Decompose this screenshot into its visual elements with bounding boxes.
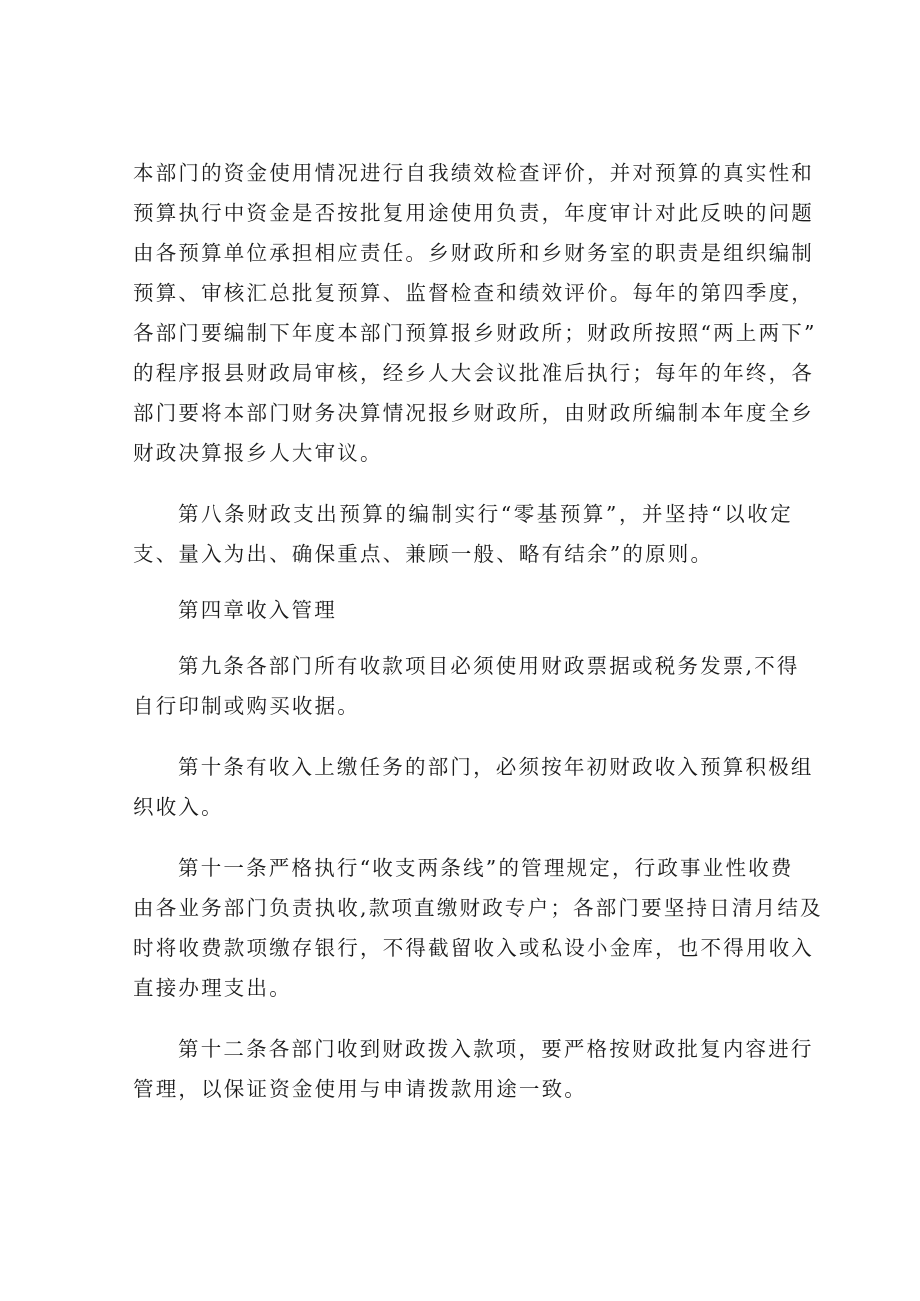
text-line: 第十二条各部门收到财政拨入款项，要严格按财政批复内容进行	[178, 1037, 814, 1061]
text-line: 预算执行中资金是否按批复用途使用负责，年度审计对此反映的问题	[133, 201, 814, 225]
text-line: 直接办理支出。	[133, 976, 292, 1000]
text-line: 第八条财政支出预算的编制实行“零基预算”，并坚持“以收定	[178, 502, 793, 526]
paragraph-article-11	[133, 848, 823, 1008]
paragraph-article-10	[133, 747, 814, 827]
text-line: 各部门要编制下年度本部门预算报乡财政所；财政所按照“两上两下”	[133, 321, 817, 345]
text-line: 由各业务部门负责执收,款项直缴财政专户；各部门要坚持日清月结及	[133, 896, 823, 920]
paragraph-article-12	[133, 1029, 814, 1109]
text-line: 时将收费款项缴存银行，不得截留收入或私设小金库，也不得用收入	[133, 936, 814, 960]
paragraph-budget-responsibility	[133, 153, 817, 473]
text-line: 自行印制或购买收据。	[133, 694, 360, 718]
text-line: 财政决算报乡人大审议。	[133, 441, 383, 465]
text-line: 预算、审核汇总批复预算、监督检查和绩效评价。每年的第四季度，	[133, 281, 814, 305]
chapter-heading	[133, 590, 793, 630]
text-line: 支、量入为出、确保重点、兼顾一般、略有结余”的原则。	[133, 542, 714, 566]
chapter-title: 第四章收入管理	[178, 598, 337, 622]
text-line: 部门要将本部门财务决算情况报乡财政所，由财政所编制本年度全乡	[133, 401, 814, 425]
text-line: 织收入。	[133, 795, 224, 819]
text-line: 由各预算单位承担相应责任。乡财政所和乡财务室的职责是组织编制	[133, 241, 814, 265]
text-line: 第九条各部门所有收款项目必须使用财政票据或税务发票,不得	[178, 654, 800, 678]
text-line: 第十条有收入上缴任务的部门，必须按年初财政收入预算积极组	[178, 755, 814, 779]
text-line: 本部门的资金使用情况进行自我绩效检查评价，并对预算的真实性和	[133, 161, 814, 185]
paragraph-article-8	[133, 494, 793, 574]
text-line: 的程序报县财政局审核，经乡人大会议批准后执行；每年的年终，各	[133, 361, 814, 385]
document-body	[133, 153, 823, 1109]
paragraph-article-9	[133, 646, 800, 726]
text-line: 第十一条严格执行“收支两条线”的管理规定，行政事业性收费	[178, 856, 794, 880]
text-line: 管理，以保证资金使用与申请拨款用途一致。	[133, 1077, 587, 1101]
